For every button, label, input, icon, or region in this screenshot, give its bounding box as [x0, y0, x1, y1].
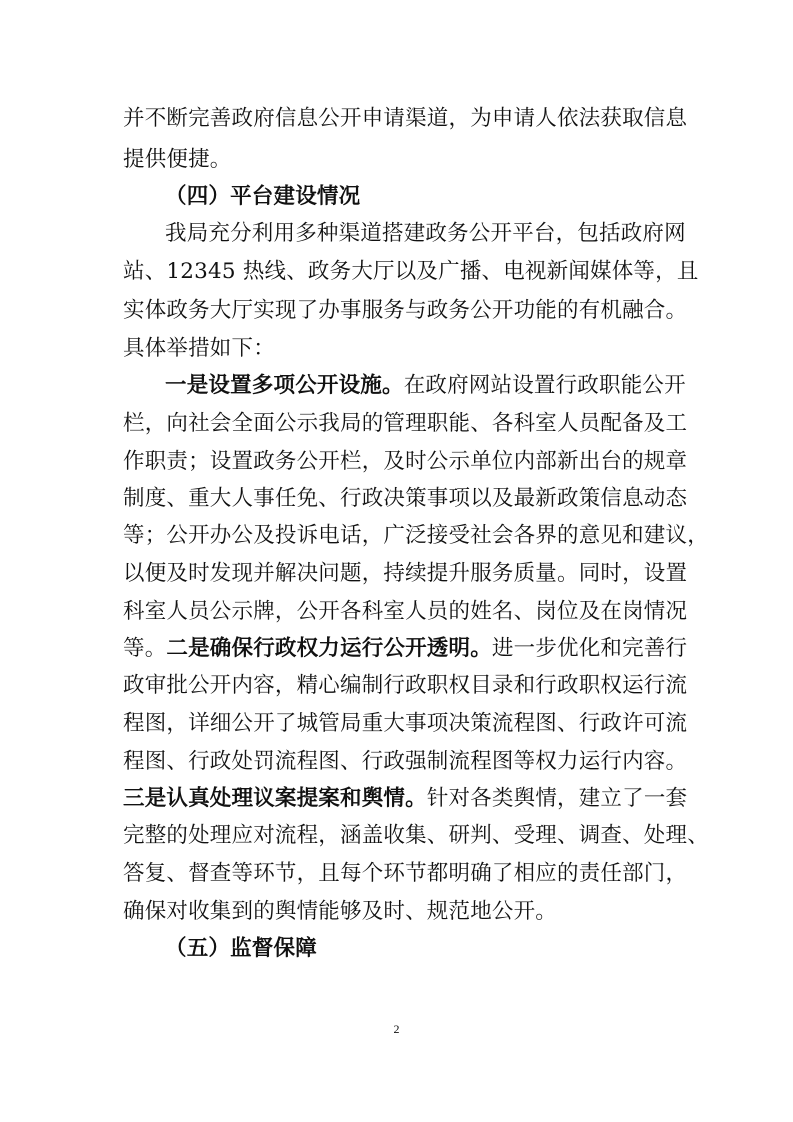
section-heading: （五）监督保障	[165, 936, 317, 961]
body-text-line: 并不断完善政府信息公开申请渠道，为申请人依法获取信息	[123, 106, 688, 131]
body-text-line: 完整的处理应对流程，涵盖收集、研判、受理、调查、处理、	[123, 823, 709, 848]
page-number: 2	[393, 1022, 400, 1036]
body-text-line: 程图，详细公开了城管局重大事项决策流程图、行政许可流	[123, 711, 688, 736]
body-text-line: 站、12345 热线、政务大厅以及广播、电视新闻媒体等，且	[123, 259, 699, 284]
section-heading: （四）平台建设情况	[165, 184, 361, 209]
body-text-line: 以便及时发现并解决问题，持续提升服务质量。同时，设置	[123, 561, 688, 586]
body-text-line: 确保对收集到的舆情能够及时、规范地公开。	[123, 899, 558, 924]
emphasis-text: 一是设置多项公开设施。	[165, 373, 404, 398]
body-text-line: 三是认真处理议案提案和舆情。针对各类舆情，建立了一套	[123, 786, 688, 811]
body-text-line: 栏，向社会全面公示我局的管理职能、各科室人员配备及工	[123, 411, 688, 436]
body-text-line: 具体举措如下：	[123, 336, 275, 361]
body-text-line: 政审批公开内容，精心编制行政职权目录和行政职权运行流	[123, 673, 688, 698]
body-text-line: 提供便捷。	[123, 147, 232, 172]
body-text-line: 一是设置多项公开设施。在政府网站设置行政职能公开	[165, 373, 686, 398]
emphasis-text: 二是确保行政权力运行公开透明。	[166, 636, 492, 661]
body-text-line: 我局充分利用多种渠道搭建政务公开平台，包括政府网	[165, 221, 686, 246]
body-text-line: 制度、重大人事任免、行政决策事项以及最新政策信息动态	[123, 486, 688, 511]
body-text-line: 等。二是确保行政权力运行公开透明。进一步优化和完善行	[123, 636, 688, 661]
body-text-line: 答复、督查等环节，且每个环节都明确了相应的责任部门，	[123, 861, 688, 886]
body-text-line: 程图、行政处罚流程图、行政强制流程图等权力运行内容。	[123, 749, 688, 774]
body-text-line: 作职责；设置政务公开栏，及时公示单位内部新出台的规章	[123, 449, 688, 474]
body-text-line: 实体政务大厅实现了办事服务与政务公开功能的有机融合。	[123, 298, 688, 323]
body-text-line: 等；公开办公及投诉电话，广泛接受社会各界的意见和建议，	[123, 523, 709, 548]
body-text-line: 科室人员公示牌，公开各科室人员的姓名、岗位及在岗情况	[123, 599, 688, 624]
emphasis-text: 三是认真处理议案提案和舆情。	[123, 786, 427, 811]
